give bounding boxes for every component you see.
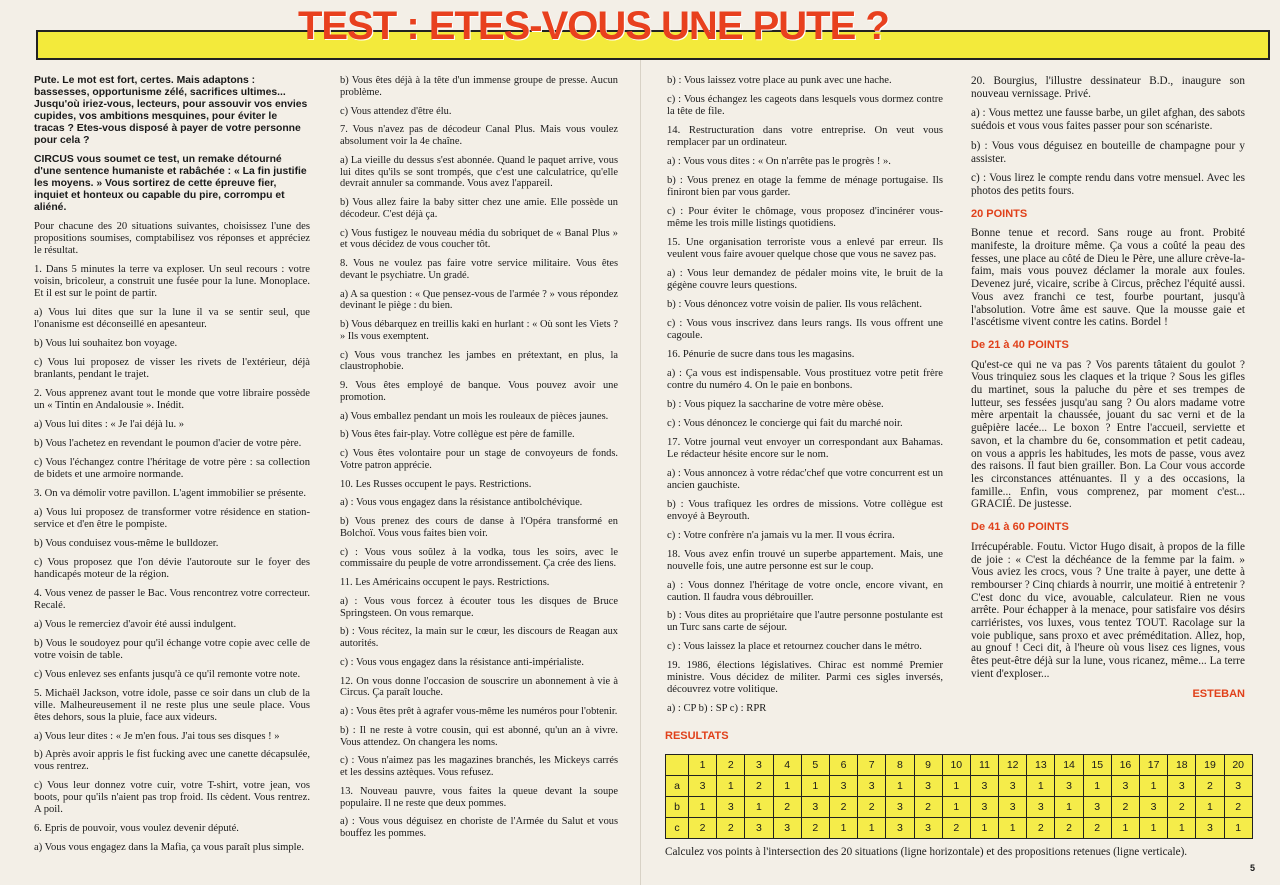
results-cell: 1 bbox=[1083, 776, 1111, 797]
results-column-header: 2 bbox=[717, 755, 745, 776]
question-line: 8. Vous ne voulez pas faire votre service militaire. Vous êtes devant le psychiatre. Un gradé. bbox=[340, 258, 618, 281]
question-line: 5. Michaël Jackson, votre idole, passe ce soir dans un club de la ville. Malheureusement il ne reste plus une seule place. Vous êtes dehors, sous la pluie, face aux videurs. bbox=[34, 687, 310, 723]
results-column-header: 11 bbox=[970, 755, 998, 776]
question-line: 18. Vous avez enfin trouvé un superbe appartement. Mais, une nouvelle fois, une autre personne est sur le coup. bbox=[667, 548, 943, 572]
question-line: a) : Vous annoncez à votre rédac'chef que votre concurrent est un ancien gauchiste. bbox=[667, 467, 943, 491]
question-line: c) Vous attendez d'être élu. bbox=[340, 105, 452, 117]
results-cell: 1 bbox=[801, 776, 829, 797]
score-heading-21-40: De 21 à 40 POINTS bbox=[971, 338, 1069, 351]
question-line: b) Vous allez faire la baby sitter chez une amie. Elle possède un décodeur. C'est déjà ça. bbox=[340, 197, 618, 220]
results-column-header: 7 bbox=[858, 755, 886, 776]
results-cell: 3 bbox=[858, 776, 886, 797]
intro-paragraph: Pute. Le mot est fort, certes. Mais adaptons : bassesses, opportunisme zélé, sacrifices ultimes... Jusqu'où iriez-vous, lecteurs, pour assouvir vos envies cupides, vos ambitions mesquines, pour éviter le tracas ? Etes-vous disposé à payer de votre personne pour cela ? bbox=[34, 75, 308, 146]
question-line: 20. Bourgius, l'illustre dessinateur B.D., inaugure son nouveau vernissage. Privé. bbox=[971, 75, 1245, 100]
question-line: 4. Vous venez de passer le Bac. Vous rencontrez votre correcteur. Recalé. bbox=[34, 587, 310, 611]
question-line: Pour chacune des 20 situations suivantes, choisissez l'une des propositions soumises, comptabilisez vos réponses et appréciez le résultat. bbox=[34, 221, 310, 256]
results-cell: 2 bbox=[858, 797, 886, 818]
question-line: 6. Epris de pouvoir, vous voulez devenir député. bbox=[34, 823, 239, 835]
results-row-label: c bbox=[666, 818, 689, 839]
results-cell: 3 bbox=[886, 818, 914, 839]
results-column-header: 13 bbox=[1027, 755, 1055, 776]
results-column-header: 12 bbox=[999, 755, 1027, 776]
results-column-header: 3 bbox=[745, 755, 773, 776]
question-line: a) Vous lui proposez de transformer votre résidence en station-service et d'en être le pompiste. bbox=[34, 506, 310, 530]
question-list-4 bbox=[971, 75, 1245, 198]
results-cell: 1 bbox=[717, 776, 745, 797]
results-column-header: 5 bbox=[801, 755, 829, 776]
results-column-header: 15 bbox=[1083, 755, 1111, 776]
question-line: a) : Vous êtes prêt à agrafer vous-même les numéros pour l'obtenir. bbox=[340, 706, 618, 717]
question-line: a) Vous le remerciez d'avoir été aussi indulgent. bbox=[34, 618, 237, 630]
results-cell: 1 bbox=[858, 818, 886, 839]
results-cell: 2 bbox=[689, 818, 717, 839]
question-line: c) Vous vous tranchez les jambes en prétextant, en plus, la claustrophobie. bbox=[340, 349, 618, 373]
question-line: b) : Vous dites au propriétaire que l'autre personne postulante est un Turc sans carte de séjour. bbox=[667, 610, 943, 634]
question-line: a) Vous lui dites : « Je l'ai déjà lu. » bbox=[34, 418, 185, 430]
intro-paragraph: CIRCUS vous soumet ce test, un remake détourné d'une sentence humaniste et rabâchée : « La fin justifie les moyens. » Vous sortirez de cette épreuve fier, inquiet et honteux ou capable du pire, corrompu et aliéné. bbox=[34, 154, 307, 213]
results-column-header: 16 bbox=[1111, 755, 1139, 776]
question-line: c) Vous l'échangez contre l'héritage de votre père : sa collection de bidets et une armoire normande. bbox=[34, 456, 310, 480]
results-cell: 3 bbox=[773, 818, 801, 839]
results-cell: 1 bbox=[1027, 776, 1055, 797]
results-column-header: 10 bbox=[942, 755, 970, 776]
question-line: b) Vous le soudoyez pour qu'il échange votre copie avec celle de votre voisin de table. bbox=[34, 637, 310, 661]
question-line: a) A sa question : « Que pensez-vous de l'armée ? » vous répondez devinant le piège : du bien. bbox=[340, 288, 618, 312]
results-cell: 1 bbox=[1055, 797, 1083, 818]
question-line: a) : Vous vous engagez dans la résistance antibolchévique. bbox=[340, 497, 583, 509]
question-line: c) : Vous n'aimez pas les magazines branchés, les Mickeys carrés et les dessins aztèques. Vous refusez. bbox=[340, 755, 618, 778]
question-line: b) : Vous laissez votre place au punk avec une hache. bbox=[667, 75, 892, 86]
question-line: 11. Les Américains occupent le pays. Restrictions. bbox=[340, 577, 550, 588]
question-line: 10. Les Russes occupent le pays. Restrictions. bbox=[340, 478, 532, 490]
results-cell: 1 bbox=[886, 776, 914, 797]
results-column-header: 8 bbox=[886, 755, 914, 776]
question-line: a) : Vous vous dites : « On n'arrête pas le progrès ! ». bbox=[667, 155, 891, 167]
results-cell: 1 bbox=[942, 776, 970, 797]
results-cell: 1 bbox=[689, 797, 717, 818]
results-column-header: 6 bbox=[829, 755, 857, 776]
results-cell: 1 bbox=[1168, 818, 1196, 839]
question-line: c) Vous enlevez ses enfants jusqu'à ce qu'il remonte votre note. bbox=[34, 668, 301, 680]
question-line: b) : Il ne reste à votre cousin, qui est abonné, qu'un an à vivre. Vous attendez. On changera les noms. bbox=[340, 724, 618, 748]
question-line: a) : Vous mettez une fausse barbe, un gilet afghan, des sabots suédois et vous vous faites passer pour son scénariste. bbox=[971, 107, 1245, 133]
results-column-header: 14 bbox=[1055, 755, 1083, 776]
question-line: a) : Vous vous déguisez en choriste de l'Armée du Salut et vous bouffez les pommes. bbox=[340, 816, 618, 839]
results-cell: 3 bbox=[1111, 776, 1139, 797]
question-line: 16. Pénurie de sucre dans tous les magasins. bbox=[667, 348, 855, 360]
results-note: Calculez vos points à l'intersection des 20 situations (ligne horizontale) et des propositions retenues (ligne verticale). bbox=[665, 846, 1188, 858]
score-text-20: Bonne tenue et record. Sans rouge au front. Probité manifeste, la droiture même. Ça vous a coûté la peau des fesses, une place au côté de Dieu le Père, une allure crève-la-faim, mais vous pouvez déclamer la morale aux foules. Devenez juré, vicaire, scribe à Circus, prêchez l'équité aussi. Vous avez franchi ce test, fourbe pourtant, jusqu'à l'absolution. Votre âme est sauve. Que la mousse gaie et l'ascétisme vivent contre les catins. Bordel ! bbox=[971, 227, 1245, 329]
question-line: b) Vous conduisez vous-même le bulldozer. bbox=[34, 537, 219, 549]
page-gutter bbox=[640, 60, 641, 885]
results-cell: 3 bbox=[914, 776, 942, 797]
results-cell: 3 bbox=[1168, 776, 1196, 797]
results-cell: 3 bbox=[1055, 776, 1083, 797]
question-line: b) : Vous dénoncez votre voisin de palier. Ils vous relâchent. bbox=[667, 298, 922, 310]
results-cell: 3 bbox=[1140, 797, 1168, 818]
column-1 bbox=[34, 75, 310, 861]
results-cell: 1 bbox=[745, 797, 773, 818]
results-row bbox=[666, 818, 1253, 839]
results-cell: 2 bbox=[1083, 818, 1111, 839]
results-cell: 3 bbox=[914, 818, 942, 839]
results-row-label: a bbox=[666, 776, 689, 797]
question-line: 14. Restructuration dans votre entreprise. On veut vous remplacer par un ordinateur. bbox=[667, 124, 943, 148]
results-cell: 3 bbox=[970, 776, 998, 797]
question-line: b) Après avoir appris le fist fucking avec une canette décapsulée, vous rentrez. bbox=[34, 749, 310, 773]
results-cell: 2 bbox=[745, 776, 773, 797]
question-line: a) Vous emballez pendant un mois les rouleaux de pièces jaunes. bbox=[340, 410, 609, 422]
score-text-21-40: Qu'est-ce qui ne va pas ? Vos parents tâtaient du goulot ? Vous trinquiez sous les claques et la trique ? Sous les gifles du martinet, sous la paluche du père et ses trempes de lutteur, ses fessées jusqu'au sang ? Ou alors madame votre mère arpentait la chaussée, jouant du sac verni et de la guêpière lacée... Le boxon ? Entre l'accueil, serviette et savon, et la chambre du 6e, consommation et petit cadeau, on vous a appris les habitudes, les mots de passe, vous avez des raisons. Il faut bien grailler. Bon. La Cour vous accorde les circonstances atténuantes. Il y a des occasions, la famille... Enfin, vous comprenez, par moment c'est... GRACIÉ. De justesse. bbox=[971, 358, 1245, 511]
question-line: b) Vous prenez des cours de danse à l'Opéra transformé en Bolchoï. Vous vous faites bien voir. bbox=[340, 516, 618, 539]
results-cell: 3 bbox=[717, 797, 745, 818]
question-line: 2. Vous apprenez avant tout le monde que votre libraire possède un « Tintin en Andalousie ». Inédit. bbox=[34, 387, 310, 411]
results-column-header: 18 bbox=[1168, 755, 1196, 776]
question-line: a) Vous leur dites : « Je m'en fous. J'ai tous ses disques ! » bbox=[34, 730, 280, 742]
results-cell: 2 bbox=[829, 797, 857, 818]
question-line: b) : Vous récitez, la main sur le cœur, les discours de Reagan aux autorités. bbox=[340, 626, 618, 649]
results-cell: 3 bbox=[886, 797, 914, 818]
question-line: b) Vous l'achetez en revendant le poumon d'acier de votre père. bbox=[34, 437, 302, 449]
results-cell: 1 bbox=[1140, 776, 1168, 797]
question-line: c) : Vous laissez la place et retournez coucher dans le métro. bbox=[667, 641, 922, 653]
results-cell: 3 bbox=[1224, 776, 1252, 797]
results-cell: 1 bbox=[773, 776, 801, 797]
question-line: 15. Une organisation terroriste vous a enlevé par erreur. Ils veulent vous faire avouer quelque chose que vous ne savez pas. bbox=[667, 236, 943, 260]
question-line: 1. Dans 5 minutes la terre va exploser. Un seul recours : votre voisin, bricoleur, a construit une fusée pour la lune. Monoplace. Et il est sur le point de partir. bbox=[34, 263, 310, 299]
results-column-header: 17 bbox=[1140, 755, 1168, 776]
question-line: b) : Vous prenez en otage la femme de ménage portugaise. Ils finiront bien par vous garder. bbox=[667, 174, 943, 198]
question-line: 13. Nouveau pauvre, vous faites la queue devant la soupe populaire. Il ne reste que deux pommes. bbox=[340, 785, 618, 809]
question-line: c) : Vous vous soûlez à la vodka, tous les soirs, avec le commissaire du peuple de votre arrondissement. Ça crée des liens. bbox=[340, 546, 618, 570]
question-line: b) Vous êtes déjà à la tête d'un immense groupe de presse. Aucun problème. bbox=[340, 75, 618, 98]
question-line: 19. 1986, élections législatives. Chirac est nommé Premier ministre. Vous décidez de militer. Parmi ces sigles inversés, découvrez votre volitique. bbox=[667, 660, 943, 696]
results-row bbox=[666, 797, 1253, 818]
question-line: a) La vieille du dessus s'est abonnée. Quand le paquet arrive, vous lui dites qu'ils se sont trompés, que c'est une calculatrice, qu'elle devrait annuler sa commande. Vous avez l'appareil. bbox=[340, 154, 618, 190]
results-cell: 1 bbox=[1111, 818, 1139, 839]
question-line: a) Vous vous engagez dans la Mafia, ça vous paraît plus simple. bbox=[34, 842, 304, 854]
question-line: c) Vous êtes volontaire pour un stage de convoyeurs de fonds. Votre patron apprécie. bbox=[340, 448, 618, 471]
question-line: a) : Vous leur demandez de pédaler moins vite, le bruit de la gégène couvre leurs questions. bbox=[667, 267, 943, 291]
question-line: a) : Vous vous forcez à écouter tous les disques de Bruce Springsteen. On vous remarque. bbox=[340, 595, 618, 619]
results-column-header: 9 bbox=[914, 755, 942, 776]
results-cell: 3 bbox=[1083, 797, 1111, 818]
results-row-label: b bbox=[666, 797, 689, 818]
results-header-row bbox=[666, 755, 1253, 776]
question-line: b) : Vous trafiquez les ordres de missions. Votre collègue est envoyé à Beyrouth. bbox=[667, 498, 943, 522]
column-3 bbox=[667, 75, 943, 722]
score-heading-20: 20 POINTS bbox=[971, 207, 1028, 220]
question-line: c) Vous fustigez le nouveau média du sobriquet de « Banal Plus » et vous décidez de vous coucher tôt. bbox=[340, 227, 618, 251]
results-cell: 3 bbox=[970, 797, 998, 818]
results-cell: 1 bbox=[999, 818, 1027, 839]
question-line: 7. Vous n'avez pas de décodeur Canal Plus. Mais vous voulez absolument voir la 4e chaîne. bbox=[340, 124, 618, 147]
page-title: TEST : ETES-VOUS UNE PUTE ? bbox=[298, 4, 889, 48]
results-cell: 2 bbox=[717, 818, 745, 839]
results-cell: 1 bbox=[942, 797, 970, 818]
question-line: c) : Vous lirez le compte rendu dans votre mensuel. Avec les photos des petits fours. bbox=[971, 172, 1245, 197]
results-cell: 1 bbox=[829, 818, 857, 839]
results-column-header: 4 bbox=[773, 755, 801, 776]
results-cell: 2 bbox=[801, 818, 829, 839]
question-line: a) : CP b) : SP c) : RPR bbox=[667, 703, 767, 715]
results-cell: 3 bbox=[1027, 797, 1055, 818]
question-list-1 bbox=[34, 221, 310, 854]
results-cell: 2 bbox=[1055, 818, 1083, 839]
results-cell: 2 bbox=[1111, 797, 1139, 818]
results-title: RESULTATS bbox=[665, 730, 729, 742]
question-list-3 bbox=[667, 75, 943, 715]
question-line: a) Vous lui dites que sur la lune il va se sentir seul, que l'onanisme est déconseillé en apesanteur. bbox=[34, 306, 310, 330]
results-cell: 1 bbox=[1224, 818, 1252, 839]
results-cell: 2 bbox=[1224, 797, 1252, 818]
results-cell: 2 bbox=[914, 797, 942, 818]
results-cell: 3 bbox=[689, 776, 717, 797]
author-signature: ESTEBAN bbox=[1192, 687, 1245, 700]
question-line: c) Vous proposez que l'on dévie l'autoroute sur le foyer des handicapés moteur de la région. bbox=[34, 556, 310, 580]
results-cell: 1 bbox=[1196, 797, 1224, 818]
results-column-header: 20 bbox=[1224, 755, 1252, 776]
question-line: 12. On vous donne l'occasion de souscrire un abonnement à vie à Circus. Ça paraît louche. bbox=[340, 675, 618, 699]
question-line: c) : Votre confrère n'a jamais vu la mer. Il vous écrira. bbox=[667, 529, 895, 541]
results-corner-cell bbox=[666, 755, 689, 776]
question-line: 17. Votre journal veut envoyer un correspondant aux Bahamas. Le rédacteur hésite encore sur le nom. bbox=[667, 436, 943, 460]
page-number: 5 bbox=[1250, 863, 1256, 873]
column-4 bbox=[971, 75, 1245, 700]
question-line: c) : Vous vous engagez dans la résistance anti-impérialiste. bbox=[340, 656, 585, 668]
results-cell: 2 bbox=[1027, 818, 1055, 839]
question-line: c) Vous leur donnez votre cuir, votre T-shirt, votre jean, vos boots, pour qu'ils n'aient pas trop froid. Ils cèdent. Vous rentrez. A poil. bbox=[34, 780, 310, 816]
question-line: c) : Vous échangez les cageots dans lesquels vous dormez contre la tête de file. bbox=[667, 93, 943, 117]
score-text-41-60: Irrécupérable. Foutu. Victor Hugo disait, à propos de la fille de joie : « C'est la déchéance de la femme par la faim. » Vous aviez les crocs, vous ? Une traite à payer, une dette à rembourser ? Cinq chiards à nourrir, une moitié à entretenir ? C'est donc du vice, avouable, calculateur. Rien ne vous arrête. Pour échapper à la menace, pour satisfaire vos désirs carriéristes, vos luxes, vous tentez TOUT. Racolage sur la voie publique, sans proxo et avec préméditation. Allez, hop, au gnouf ! Ceci dit, à l'heure où vous lisez ces lignes, vous êtes peut-être déjà sur la lune, vous ricanez, même... La terre vient d'exploser... bbox=[971, 540, 1245, 680]
question-line: c) : Pour éviter le chômage, vous proposez d'incinérer vous-même les trois mille listings quotidiens. bbox=[667, 205, 943, 229]
results-column-header: 1 bbox=[689, 755, 717, 776]
results-cell: 1 bbox=[970, 818, 998, 839]
question-line: 9. Vous êtes employé de banque. Vous pouvez avoir une promotion. bbox=[340, 380, 618, 403]
question-line: b) : Vous piquez la saccharine de votre mère obèse. bbox=[667, 398, 884, 410]
column-2 bbox=[340, 75, 618, 847]
score-heading-41-60: De 41 à 60 POINTS bbox=[971, 521, 1069, 534]
results-table bbox=[665, 754, 1253, 839]
results-cell: 2 bbox=[1168, 797, 1196, 818]
question-line: 3. On va démolir votre pavillon. L'agent immobilier se présente. bbox=[34, 487, 306, 499]
results-cell: 2 bbox=[942, 818, 970, 839]
results-column-header: 19 bbox=[1196, 755, 1224, 776]
results-cell: 3 bbox=[745, 818, 773, 839]
results-cell: 3 bbox=[999, 797, 1027, 818]
question-line: a) : Ça vous est indispensable. Vous prostituez votre petit frère contre du numéro 4. On le paie en bonbons. bbox=[667, 367, 943, 391]
question-line: c) : Vous dénoncez le concierge qui fait du marché noir. bbox=[667, 417, 903, 429]
question-line: b) Vous lui souhaitez bon voyage. bbox=[34, 337, 178, 349]
question-list-2 bbox=[340, 75, 618, 840]
question-line: a) : Vous donnez l'héritage de votre oncle, encore vivant, en caution. Il faudra vous débrouiller. bbox=[667, 579, 943, 603]
results-row bbox=[666, 776, 1253, 797]
results-cell: 2 bbox=[773, 797, 801, 818]
results-cell: 3 bbox=[801, 797, 829, 818]
intro bbox=[34, 75, 310, 214]
results-cell: 3 bbox=[829, 776, 857, 797]
question-line: b) Vous êtes fair-play. Votre collègue est père de famille. bbox=[340, 429, 575, 441]
question-line: b) : Vous vous déguisez en bouteille de champagne pour y assister. bbox=[971, 139, 1245, 165]
results-cell: 2 bbox=[1196, 776, 1224, 797]
results-cell: 3 bbox=[999, 776, 1027, 797]
results-cell: 1 bbox=[1140, 818, 1168, 839]
question-line: b) Vous débarquez en treillis kaki en hurlant : « Où sont les Viets ? » Ils vous exemptent. bbox=[340, 319, 618, 342]
question-line: c) : Vous vous inscrivez dans leurs rangs. Ils vous offrent une cagoule. bbox=[667, 317, 943, 341]
results-cell: 3 bbox=[1196, 818, 1224, 839]
question-line: c) Vous lui proposez de visser les rivets de l'extérieur, déjà branlants, pendant le trajet. bbox=[34, 356, 310, 380]
